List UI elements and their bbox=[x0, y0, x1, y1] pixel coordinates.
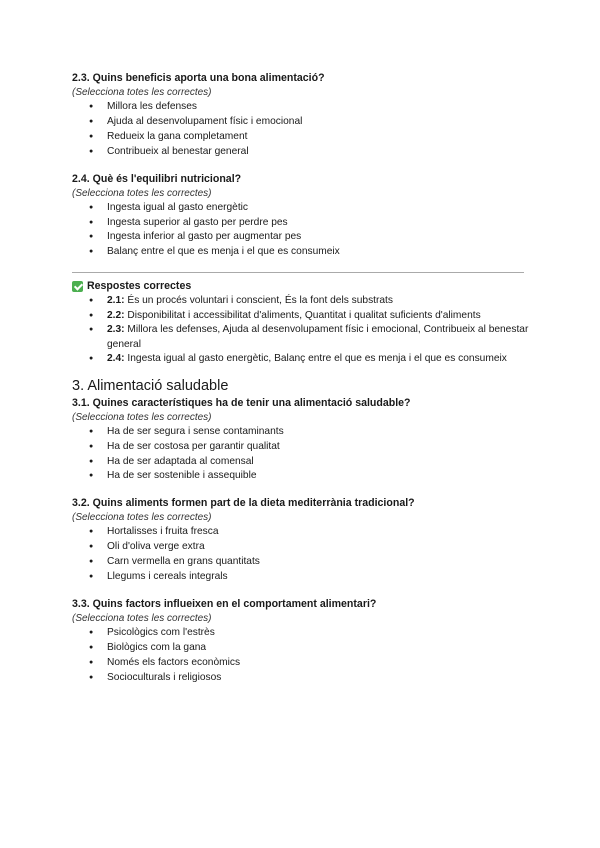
check-mark-icon bbox=[72, 281, 83, 292]
question-2-3 bbox=[72, 71, 532, 160]
option-item: ● Oli d'oliva verge extra bbox=[89, 540, 532, 555]
answer-number: 2.3: bbox=[107, 324, 125, 336]
option-item: ● Ha de ser sostenible i assequible bbox=[89, 469, 532, 484]
option-item: ● Només els factors econòmics bbox=[89, 656, 532, 671]
option-item: ● Redueix la gana completament bbox=[89, 130, 532, 145]
question-title: 3.3. Quins factors influeixen en el comportament alimentari? bbox=[72, 598, 377, 610]
question-hint: (Selecciona totes les correctes) bbox=[72, 187, 212, 199]
question-hint: (Selecciona totes les correctes) bbox=[72, 411, 212, 423]
option-item: ● Hortalisses i fruita fresca bbox=[89, 525, 532, 540]
question-hint: (Selecciona totes les correctes) bbox=[72, 613, 212, 624]
option-list bbox=[72, 525, 532, 585]
question-title: 2.3. Quins beneficis aporta una bona alimentació? bbox=[72, 72, 325, 84]
answer-item bbox=[89, 352, 532, 367]
question-title: 3.1. Quines característiques ha de tenir una alimentació saludable? bbox=[72, 396, 411, 409]
answer-text: Ingesta igual al gasto energètic, Balanç entre el que es menja i el que es consumeix bbox=[127, 353, 507, 365]
option-item: ● Biològics com la gana bbox=[89, 641, 532, 656]
section-heading: 3. Alimentació saludable bbox=[72, 377, 229, 394]
option-item: ● Millora les defenses bbox=[89, 100, 532, 115]
option-item: ● Balanç entre el que es menja i el que es consumeix bbox=[89, 245, 532, 260]
answer-item bbox=[89, 323, 532, 352]
question-3-1 bbox=[72, 396, 532, 485]
option-item: ● Ha de ser segura i sense contaminants bbox=[89, 425, 532, 440]
option-item: ● Ingesta inferior al gasto per augmentar pes bbox=[89, 230, 532, 245]
answer-number: 2.2: bbox=[107, 309, 125, 321]
option-list bbox=[72, 201, 532, 261]
option-item: ● Ajuda al desenvolupament físic i emocional bbox=[89, 115, 532, 130]
option-item: ● Llegums i cereals integrals bbox=[89, 570, 532, 585]
answer-text: Disponibilitat i accessibilitat d'aliments, Quantitat i qualitat suficients d'aliments bbox=[127, 309, 481, 321]
option-list bbox=[72, 100, 532, 160]
question-3-3 bbox=[72, 597, 532, 686]
option-item: ● Psicològics com l'estrès bbox=[89, 626, 532, 641]
option-item: ● Ha de ser costosa per garantir qualitat bbox=[89, 440, 532, 455]
divider bbox=[72, 272, 524, 273]
option-item: ● Ingesta superior al gasto per perdre pes bbox=[89, 216, 532, 231]
answer-number: 2.1: bbox=[107, 295, 125, 307]
answers-title-text: Respostes correctes bbox=[87, 280, 192, 293]
question-2-4 bbox=[72, 172, 532, 261]
question-title: 2.4. Què és l'equilibri nutricional? bbox=[72, 172, 242, 185]
question-3-2 bbox=[72, 496, 532, 585]
document-content bbox=[72, 71, 532, 698]
correct-answers-block bbox=[72, 279, 532, 367]
option-item: ● Ingesta igual al gasto energètic bbox=[89, 201, 532, 216]
option-item: ● Carn vermella en grans quantitats bbox=[89, 555, 532, 570]
answers-list bbox=[72, 294, 532, 367]
answers-title bbox=[72, 279, 532, 293]
question-hint: (Selecciona totes les correctes) bbox=[72, 87, 212, 98]
answer-text: És un procés voluntari i conscient, És la font dels substrats bbox=[127, 295, 393, 307]
answer-text: Millora les defenses, Ajuda al desenvolupament físic i emocional, Contribueix al benestar general bbox=[107, 324, 529, 350]
answer-number: 2.4: bbox=[107, 353, 125, 365]
option-list bbox=[72, 425, 532, 485]
answer-item bbox=[89, 309, 532, 324]
answer-item bbox=[89, 294, 532, 309]
question-hint: (Selecciona totes les correctes) bbox=[72, 512, 212, 524]
option-item: ● Ha de ser adaptada al comensal bbox=[89, 455, 532, 470]
option-item: ● Socioculturals i religiosos bbox=[89, 671, 532, 686]
question-title: 3.2. Quins aliments formen part de la dieta mediterrània tradicional? bbox=[72, 497, 415, 510]
option-list bbox=[72, 626, 532, 686]
option-item: ● Contribueix al benestar general bbox=[89, 145, 532, 160]
